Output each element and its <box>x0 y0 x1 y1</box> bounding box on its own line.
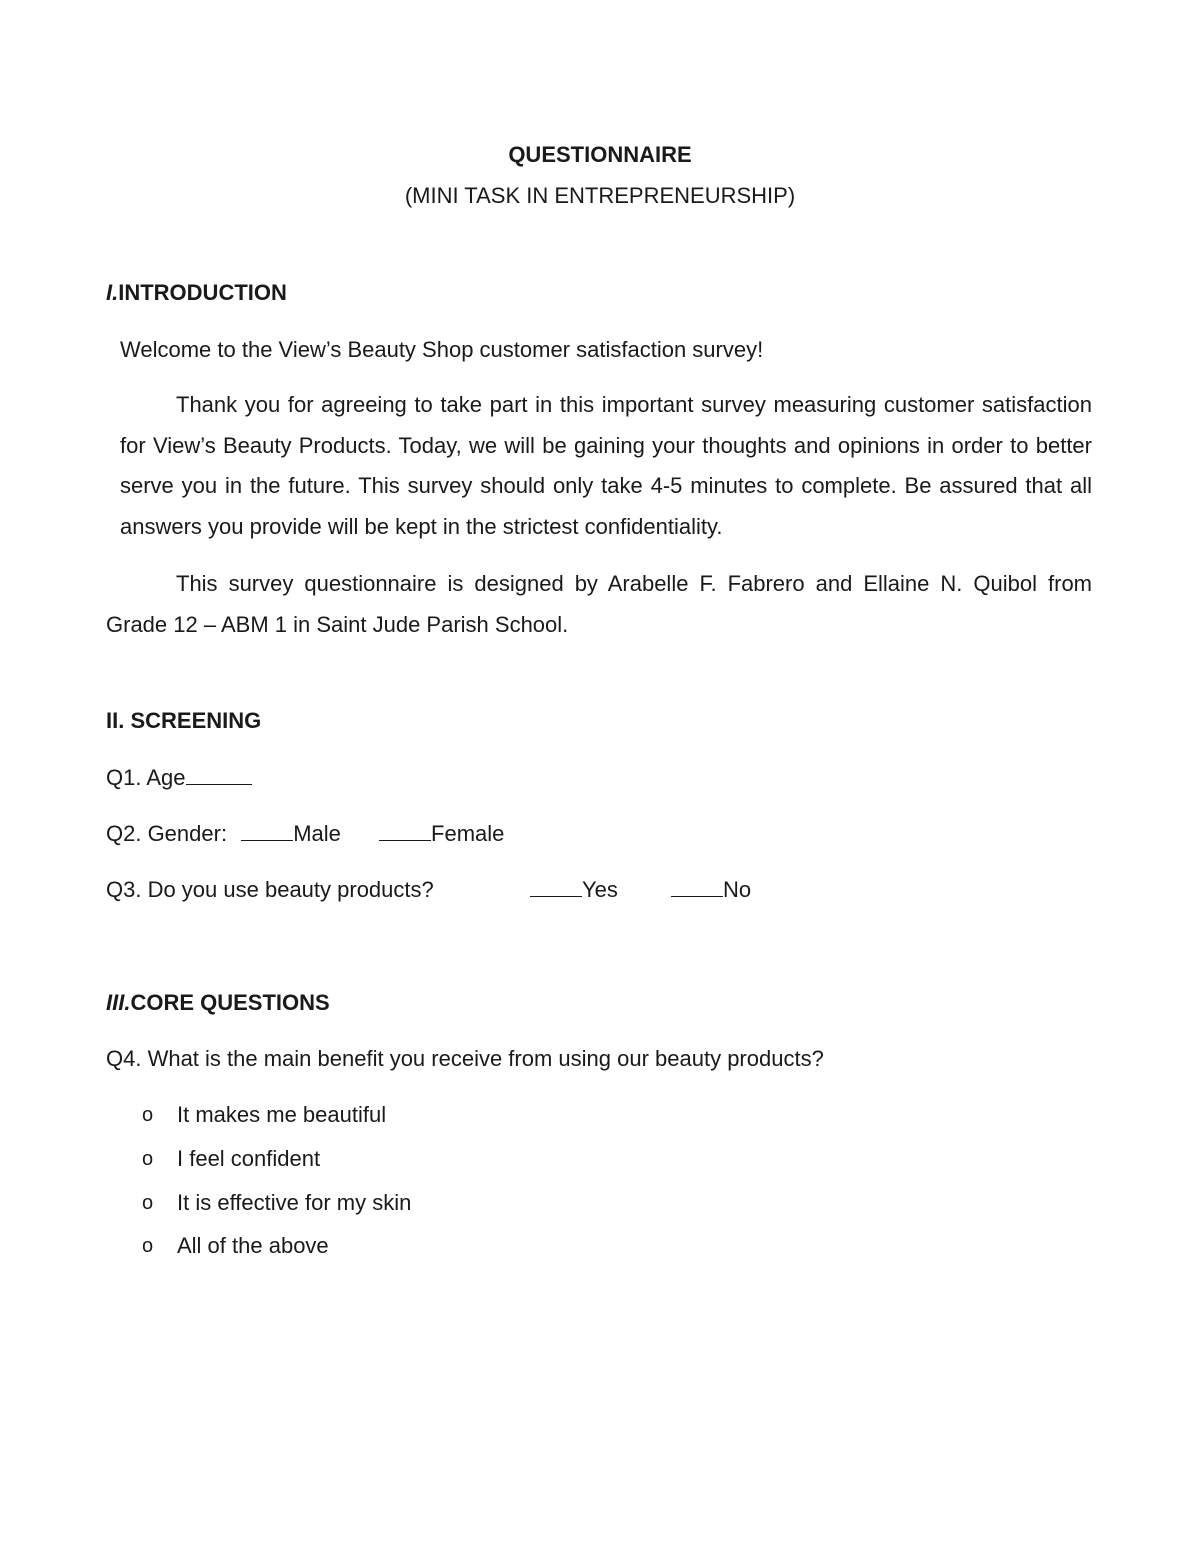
q4-option-2[interactable]: I feel confident <box>177 1146 321 1171</box>
welcome-text: Welcome to the View’s Beauty Shop customer satisfaction survey! <box>120 337 764 362</box>
q2-label: Q2. Gender: <box>106 821 228 846</box>
q3-label: Q3. Do you use beauty products? <box>106 877 434 902</box>
male-answer-blank[interactable] <box>241 822 293 841</box>
question-2 <box>106 821 504 847</box>
q3-no-option <box>671 877 751 903</box>
introduction-heading <box>106 280 287 306</box>
core-numeral: III. <box>106 990 131 1015</box>
core-heading-text: CORE QUESTIONS <box>130 990 330 1015</box>
document-subtitle: (MINI TASK IN ENTREPRENEURSHIP) <box>404 183 796 208</box>
core-questions-heading <box>106 990 330 1016</box>
screening-heading: II. SCREENING <box>106 708 262 733</box>
question-3 <box>106 877 434 903</box>
female-answer-blank[interactable] <box>379 822 431 841</box>
q3-option-yes: Yes <box>582 877 618 902</box>
no-answer-blank[interactable] <box>671 878 723 897</box>
q3-option-no: No <box>723 877 752 902</box>
q4-option-3[interactable]: It is effective for my skin <box>177 1190 412 1215</box>
q4-option-4[interactable]: All of the above <box>177 1233 329 1258</box>
intro-paragraph-1: Thank you for agreeing to take part in this important survey measuring customer satisfaction for View’s Beauty Products. Today, we will be gaining your thoughts and opinions in order to better serve you in the future. This survey should only take 4-5 minutes to complete. Be assured that all answers you provide will be kept in the strictest confidentiality. <box>120 392 1092 539</box>
q2-option-male: Male <box>293 821 341 846</box>
yes-answer-blank[interactable] <box>530 878 582 897</box>
introduction-heading-text: INTRODUCTION <box>118 280 287 305</box>
introduction-numeral: I. <box>106 280 119 305</box>
intro-paragraph-2: This survey questionnaire is designed by Arabelle F. Fabrero and Ellaine N. Quibol from Grade 12 – ABM 1 in Saint Jude Parish School. <box>106 571 1092 637</box>
question-1 <box>106 765 252 791</box>
q4-option-1[interactable]: It makes me beautiful <box>177 1102 387 1127</box>
q2-option-female: Female <box>431 821 505 846</box>
bullet-icon: o <box>142 1192 154 1214</box>
bullet-icon: o <box>142 1104 154 1126</box>
age-answer-blank[interactable] <box>186 766 252 785</box>
question-4: Q4. What is the main benefit you receive from using our beauty products? <box>106 1046 824 1071</box>
bullet-icon: o <box>142 1148 154 1170</box>
q1-label: Q1. Age <box>106 765 186 790</box>
bullet-icon: o <box>142 1235 154 1257</box>
q3-yes-option <box>530 877 618 903</box>
document-title: QUESTIONNAIRE <box>508 142 692 167</box>
